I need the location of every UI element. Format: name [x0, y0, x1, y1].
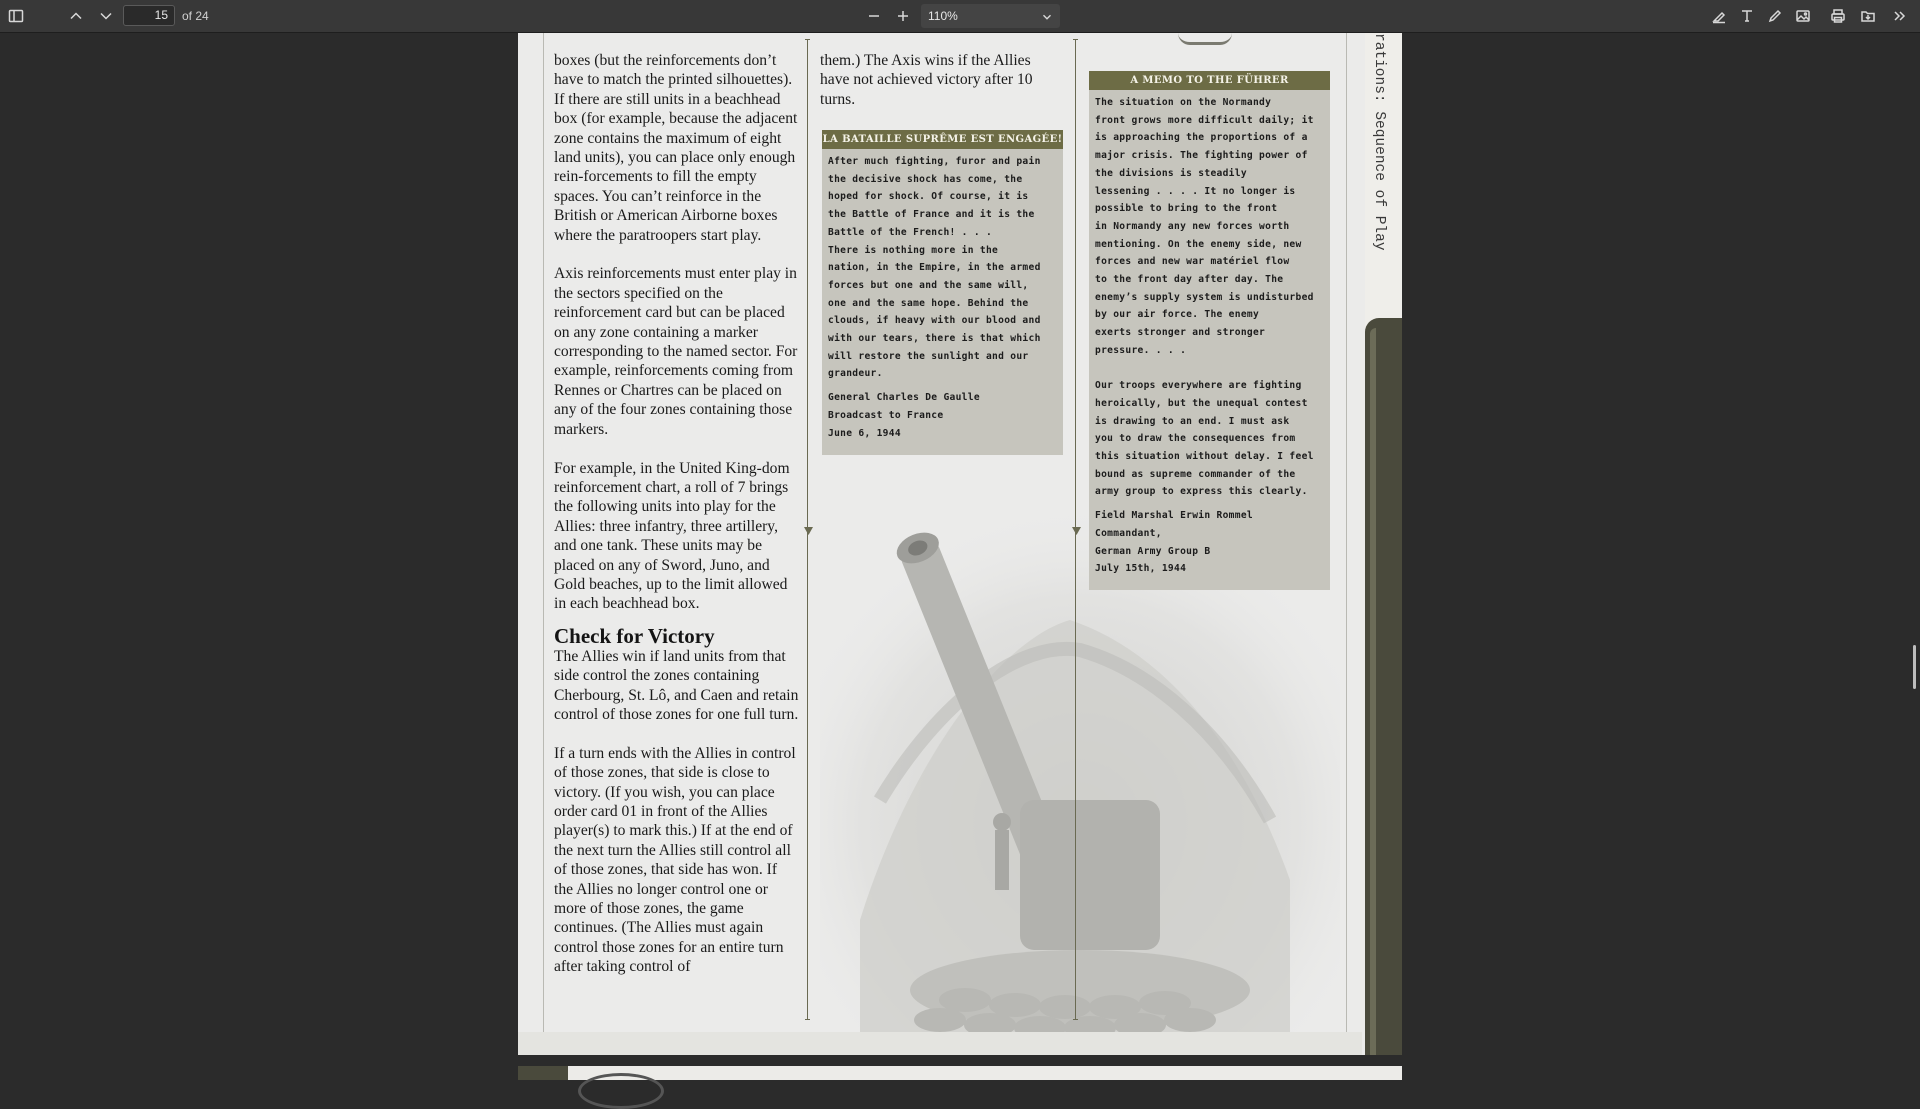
next-page-preview: [518, 1066, 1402, 1080]
paragraph: If a turn ends with the Allies in control of those zones, that side is close to victory. (If you wish, you can place order card 01 in front of the Allies player(s) to mark this.) If at the end of the next turn the Allies still control all of those zones, that side has won. If the Allies no longer control one or more of those zones, the game continues. (The Allies must again control those zones for an entire turn after taking control of: [554, 744, 796, 976]
zoom-out-icon[interactable]: [862, 4, 886, 28]
zoom-select[interactable]: [921, 4, 1060, 28]
rules-text-column: [554, 51, 799, 996]
quote-body: The situation on the Normandy front grows more difficult daily; it is approaching the proportions of a major crisis. The fighting power of the divisions is steadily lessening . . . . It no longer is possible to bring to the front in Normandy any new forces worth mentioning. On the enemy side, new forces and new war matériel flow to the front day after day. The enemy’s supply system is undisturbed by our air force. The enemy exerts stronger and stronger pressure. . . . Our troops everywhere are fighting heroically, but the unequal contest is drawing to an end. I must ask you to draw the consequences from this situation without delay. I feel bound as supreme commander of the army group to express this clearly.: [1095, 97, 1314, 498]
next-page-icon[interactable]: [94, 4, 118, 28]
rules-text-continued: them.) The Axis wins if the Allies have not achieved victory after 10 turns.: [820, 52, 1033, 108]
divider-ornament-icon: [1071, 523, 1082, 534]
previous-page-icon[interactable]: [64, 4, 88, 28]
paragraph: The Allies win if land units from that side control the zones containing Cherbourg, St. Lô, and Caen and retain control of those zones for one full turn.: [554, 647, 799, 723]
quote-title: A MEMO TO THE FÜHRER: [1089, 71, 1330, 90]
quote-box-rommel: [1089, 71, 1330, 590]
quote-body: After much fighting, furor and pain the decisive shock has come, the hoped for shock. Of course, it is the Battle of France and it is the Battle of the French! . . . There is nothing more in the nation, in the Empire, in the armed forces but one and the same will, one and the same hope. Behind the clouds, if heavy with our blood and with our tears, there is that which will restore the sunlight and our grandeur.: [828, 156, 1041, 380]
pdf-toolbar: [0, 0, 1920, 33]
print-icon[interactable]: [1826, 4, 1850, 28]
quote-signature: General Charles De Gaulle Broadcast to France June 6, 1944: [828, 392, 980, 439]
quote-title: LA BATAILLE SUPRÊME EST ENGAGÉE!: [822, 130, 1063, 149]
paragraph: Axis reinforcements must enter play in the sectors specified on the reinforcement card but can be placed on any zone containing a marker corresponding to the named sector. For example, reinforcements coming from Rennes or Chartres can be placed on any of the four zones containing those markers.: [554, 265, 798, 438]
more-tools-icon[interactable]: [1888, 4, 1912, 28]
text-icon[interactable]: [1735, 4, 1759, 28]
page-count-label: of 24: [182, 9, 209, 23]
chevron-down-icon: [1040, 8, 1054, 32]
divider-ornament-icon: [803, 523, 814, 534]
quote-box-de-gaulle: [822, 130, 1063, 455]
scrollbar-thumb[interactable]: [1913, 645, 1916, 689]
side-chapter-title: [1367, 33, 1391, 253]
page-side-tab: [1365, 318, 1402, 1055]
side-title-text: rations: Sequence of Play: [1371, 33, 1387, 251]
page-number-input[interactable]: 15: [123, 5, 175, 26]
sidebar-toggle-icon[interactable]: [4, 4, 28, 28]
paragraph: boxes (but the reinforcements don’t have to match the printed silhouettes). If there are still units in a beachhead box (for example, because the adjacent zone contains the maximum of eight land units), you can place only enough rein-forcements to fill the empty spaces. You can’t reinforce in the British or American Airborne boxes where the paratroopers start play.: [554, 52, 798, 244]
zoom-in-icon[interactable]: [891, 4, 915, 28]
image-icon[interactable]: [1791, 4, 1815, 28]
section-heading: Check for Victory: [554, 623, 715, 648]
zoom-value: 110%: [928, 9, 958, 23]
highlight-icon[interactable]: [1707, 4, 1731, 28]
quote-signature: Field Marshal Erwin Rommel Commandant, German Army Group B July 15th, 1944: [1095, 510, 1253, 575]
page-bottom-band: [518, 1032, 1362, 1055]
paragraph: For example, in the United King-dom reinforcement chart, a roll of 7 brings the following units into play for the Allies: three infantry, three artillery, and one tank. These units may be placed on any of Sword, Juno, and Gold beaches, up to the limit allowed in each beachhead box.: [554, 459, 790, 613]
draw-icon[interactable]: [1763, 4, 1787, 28]
save-icon[interactable]: [1856, 4, 1880, 28]
